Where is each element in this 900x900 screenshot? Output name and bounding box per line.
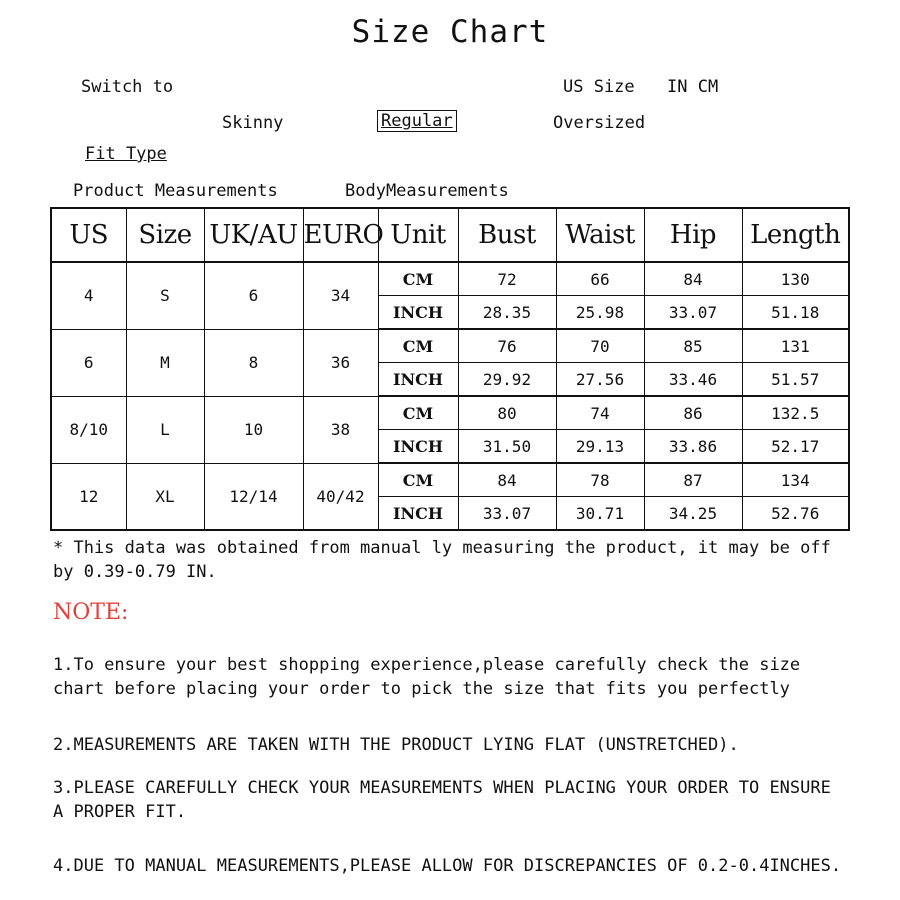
header-bust: Bust	[458, 208, 556, 262]
cell-waist: 29.13	[556, 430, 644, 464]
cell-bust: 72	[458, 262, 556, 296]
cell-bust: 29.92	[458, 363, 556, 397]
body-measurements-tab[interactable]: BodyMeasurements	[345, 181, 509, 201]
cell-length: 132.5	[742, 396, 849, 430]
cell-unit: INCH	[378, 430, 458, 464]
note-heading: NOTE:	[53, 600, 129, 625]
cell-us: 6	[51, 329, 126, 396]
cell-waist: 66	[556, 262, 644, 296]
cell-unit: INCH	[378, 497, 458, 531]
fit-oversized-option[interactable]: Oversized	[553, 113, 646, 133]
disclaimer-line-2: by 0.39-0.79 IN.	[53, 562, 217, 582]
cell-unit: INCH	[378, 296, 458, 330]
cell-hip: 86	[644, 396, 742, 430]
switch-to-label: Switch to	[81, 77, 174, 97]
size-chart-table	[50, 207, 850, 531]
cell-length: 130	[742, 262, 849, 296]
cell-waist: 78	[556, 463, 644, 497]
note-item-3-line-2: A PROPER FIT.	[53, 802, 187, 822]
cell-waist: 27.56	[556, 363, 644, 397]
header-unit: Unit	[378, 208, 458, 262]
cell-hip: 87	[644, 463, 742, 497]
cell-unit: CM	[378, 463, 458, 497]
fit-type-link[interactable]: Fit Type	[85, 144, 167, 164]
table-row	[51, 329, 849, 363]
cell-length: 52.76	[742, 497, 849, 531]
cell-euro: 38	[303, 396, 378, 463]
note-item-1-line-1: 1.To ensure your best shopping experience,please carefully check the size	[53, 655, 801, 675]
disclaimer-line-1: * This data was obtained from manual ly measuring the product, it may be off	[53, 538, 831, 558]
cell-length: 134	[742, 463, 849, 497]
cell-size: M	[126, 329, 204, 396]
cell-waist: 30.71	[556, 497, 644, 531]
cell-waist: 70	[556, 329, 644, 363]
cell-bust: 28.35	[458, 296, 556, 330]
header-size: Size	[126, 208, 204, 262]
cell-bust: 33.07	[458, 497, 556, 531]
note-item-4: 4.DUE TO MANUAL MEASUREMENTS,PLEASE ALLOW FOR DISCREPANCIES OF 0.2-0.4INCHES.	[53, 856, 842, 876]
cell-hip: 84	[644, 262, 742, 296]
cell-size: S	[126, 262, 204, 329]
cell-us: 12	[51, 463, 126, 530]
table-row	[51, 463, 849, 497]
header-hip: Hip	[644, 208, 742, 262]
cell-euro: 34	[303, 262, 378, 329]
cell-unit: CM	[378, 329, 458, 363]
cell-hip: 33.46	[644, 363, 742, 397]
cell-bust: 76	[458, 329, 556, 363]
header-ukau: UK/AU	[204, 208, 303, 262]
us-size-toggle[interactable]: US Size	[563, 77, 635, 97]
table-header-row	[51, 208, 849, 262]
cell-length: 131	[742, 329, 849, 363]
cell-euro: 36	[303, 329, 378, 396]
cell-hip: 33.86	[644, 430, 742, 464]
cell-hip: 85	[644, 329, 742, 363]
cell-euro: 40/42	[303, 463, 378, 530]
table-row	[51, 262, 849, 296]
cell-us: 4	[51, 262, 126, 329]
cell-waist: 74	[556, 396, 644, 430]
note-item-3-line-1: 3.PLEASE CAREFULLY CHECK YOUR MEASUREMENTS WHEN PLACING YOUR ORDER TO ENSURE	[53, 778, 831, 798]
cell-ukau: 12/14	[204, 463, 303, 530]
header-euro: EURO	[303, 208, 378, 262]
cell-size: XL	[126, 463, 204, 530]
cell-unit: CM	[378, 262, 458, 296]
note-item-2: 2.MEASUREMENTS ARE TAKEN WITH THE PRODUCT LYING FLAT (UNSTRETCHED).	[53, 735, 739, 755]
header-waist: Waist	[556, 208, 644, 262]
cell-hip: 34.25	[644, 497, 742, 531]
table-row	[51, 396, 849, 430]
cell-bust: 31.50	[458, 430, 556, 464]
cell-ukau: 8	[204, 329, 303, 396]
cell-ukau: 10	[204, 396, 303, 463]
cell-ukau: 6	[204, 262, 303, 329]
cell-bust: 80	[458, 396, 556, 430]
cell-bust: 84	[458, 463, 556, 497]
product-measurements-tab[interactable]: Product Measurements	[73, 181, 278, 201]
header-length: Length	[742, 208, 849, 262]
cell-size: L	[126, 396, 204, 463]
cell-us: 8/10	[51, 396, 126, 463]
note-item-1-line-2: chart before placing your order to pick the size that fits you perfectly	[53, 679, 790, 699]
header-us: US	[51, 208, 126, 262]
cell-length: 51.57	[742, 363, 849, 397]
cell-hip: 33.07	[644, 296, 742, 330]
cell-unit: CM	[378, 396, 458, 430]
fit-skinny-option[interactable]: Skinny	[222, 113, 284, 133]
cell-unit: INCH	[378, 363, 458, 397]
cell-length: 52.17	[742, 430, 849, 464]
cell-waist: 25.98	[556, 296, 644, 330]
fit-regular-option[interactable]: Regular	[377, 110, 457, 132]
cell-length: 51.18	[742, 296, 849, 330]
in-cm-toggle[interactable]: IN CM	[667, 77, 719, 97]
page-title: Size Chart	[351, 14, 549, 50]
